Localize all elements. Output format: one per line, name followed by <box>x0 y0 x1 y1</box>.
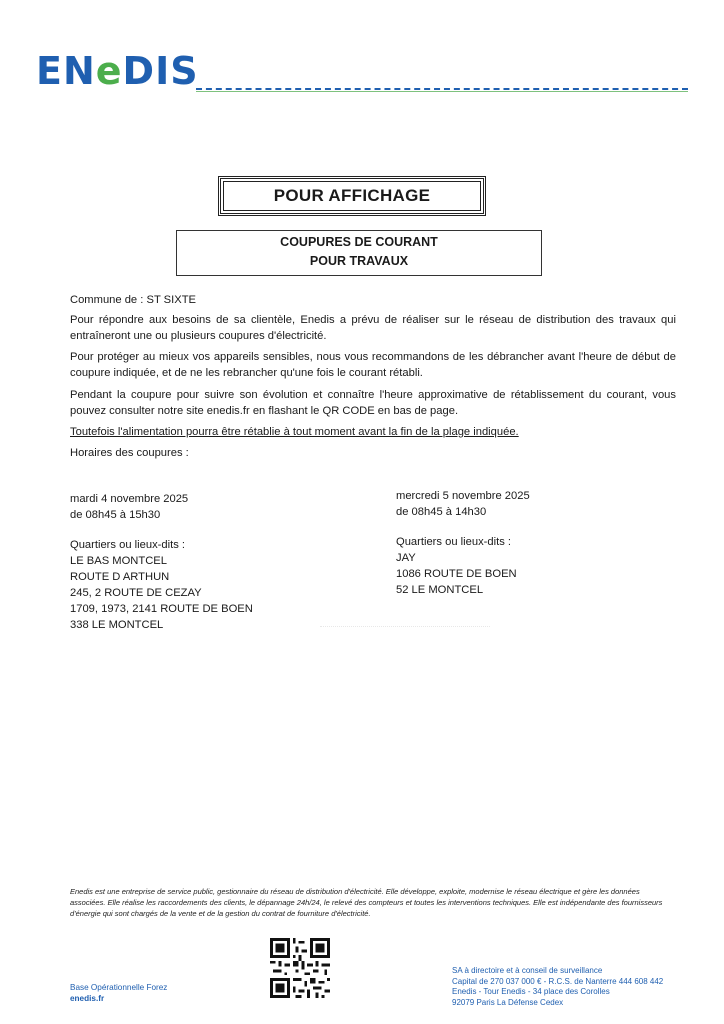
legal-notice: Enedis est une entreprise de service public, gestionnaire du réseau de distribution d'électricité. Elle développe, exploite, modernise le réseau électrique et gère les données associées. Elle réalise les raccordements des clients, le dépannage 24h/24, le relevé des compteurs et toutes les interventions techniques. Elle est indépendante des fournisseurs d'énergie qui sont chargés de la vente et de la gestion du contrat de fourniture d'électricité. <box>70 887 663 918</box>
areas-label: Quartiers ou lieux-dits : <box>396 536 512 548</box>
schedule-day-1 <box>70 491 253 633</box>
notice-title: POUR AFFICHAGE <box>218 176 486 216</box>
area-item: LE BAS MONTCEL <box>70 555 167 567</box>
areas-label: Quartiers ou lieux-dits : <box>70 539 186 551</box>
area-item: JAY <box>396 552 416 564</box>
footer-left <box>70 982 167 1004</box>
footer-address: Enedis - Tour Enedis - 34 place des Corolles <box>452 987 610 997</box>
area-item: 1709, 1973, 2141 ROUTE DE BOEN <box>70 603 253 615</box>
header-rule <box>196 88 688 90</box>
footer-website-link[interactable]: enedis.fr <box>70 994 105 1003</box>
notice-subtitle-box <box>176 230 542 276</box>
commune-line: Commune de : ST SIXTE <box>70 294 197 306</box>
schedule-time: de 08h45 à 15h30 <box>70 509 161 521</box>
footer-city: 92079 Paris La Défense Cedex <box>452 997 564 1007</box>
paragraph-follow: Pendant la coupure pour suivre son évolution et connaître l'heure approximative de rétablissement du courant, vous pouvez consulter notre site enedis.fr en flashant le QR CODE en bas de page. <box>70 389 676 417</box>
qr-code-icon[interactable] <box>270 938 330 998</box>
schedule-time: de 08h45 à 14h30 <box>396 506 487 518</box>
area-item: 338 LE MONTCEL <box>70 619 164 631</box>
footer-capital: Capital de 270 037 000 € - R.C.S. de Nanterre 444 608 442 <box>452 976 664 986</box>
area-item: ROUTE D ARTHUN <box>70 571 170 583</box>
paragraph-protect: Pour protéger au mieux vos appareils sensibles, nous vous recommandons de les débrancher avant l'heure de début de coupure indiquée, et de ne les rebrancher qu'une fois le courant rétabli. <box>70 351 676 379</box>
scan-artifact <box>320 626 490 627</box>
schedule-date: mercredi 5 novembre 2025 <box>396 490 530 502</box>
header-rule-accent <box>196 91 688 92</box>
footer-company: SA à directoire et à conseil de surveillance <box>452 966 603 975</box>
paragraph-intro: Pour répondre aux besoins de sa clientèle, Enedis a prévu de réaliser sur le réseau de distribution des travaux qui entraîneront une ou plusieurs coupures d'électricité. <box>70 314 676 342</box>
schedule-date: mardi 4 novembre 2025 <box>70 493 189 505</box>
enedis-logo: ENeDIS <box>36 49 199 93</box>
footer-right <box>452 966 663 1008</box>
footer-base: Base Opérationnelle Forez <box>70 983 168 992</box>
horaires-label: Horaires des coupures : <box>70 447 189 459</box>
schedule-day-2 <box>396 488 530 598</box>
notice-subtitle-line2: POUR TRAVAUX <box>309 254 409 268</box>
notice-subtitle-line1: COUPURES DE COURANT <box>280 235 438 249</box>
area-item: 245, 2 ROUTE DE CEZAY <box>70 587 202 599</box>
area-item: 52 LE MONTCEL <box>396 584 484 596</box>
area-item: 1086 ROUTE DE BOEN <box>396 568 517 580</box>
paragraph-warning: Toutefois l'alimentation pourra être rétablie à tout moment avant la fin de la plage indiquée. <box>70 426 519 438</box>
